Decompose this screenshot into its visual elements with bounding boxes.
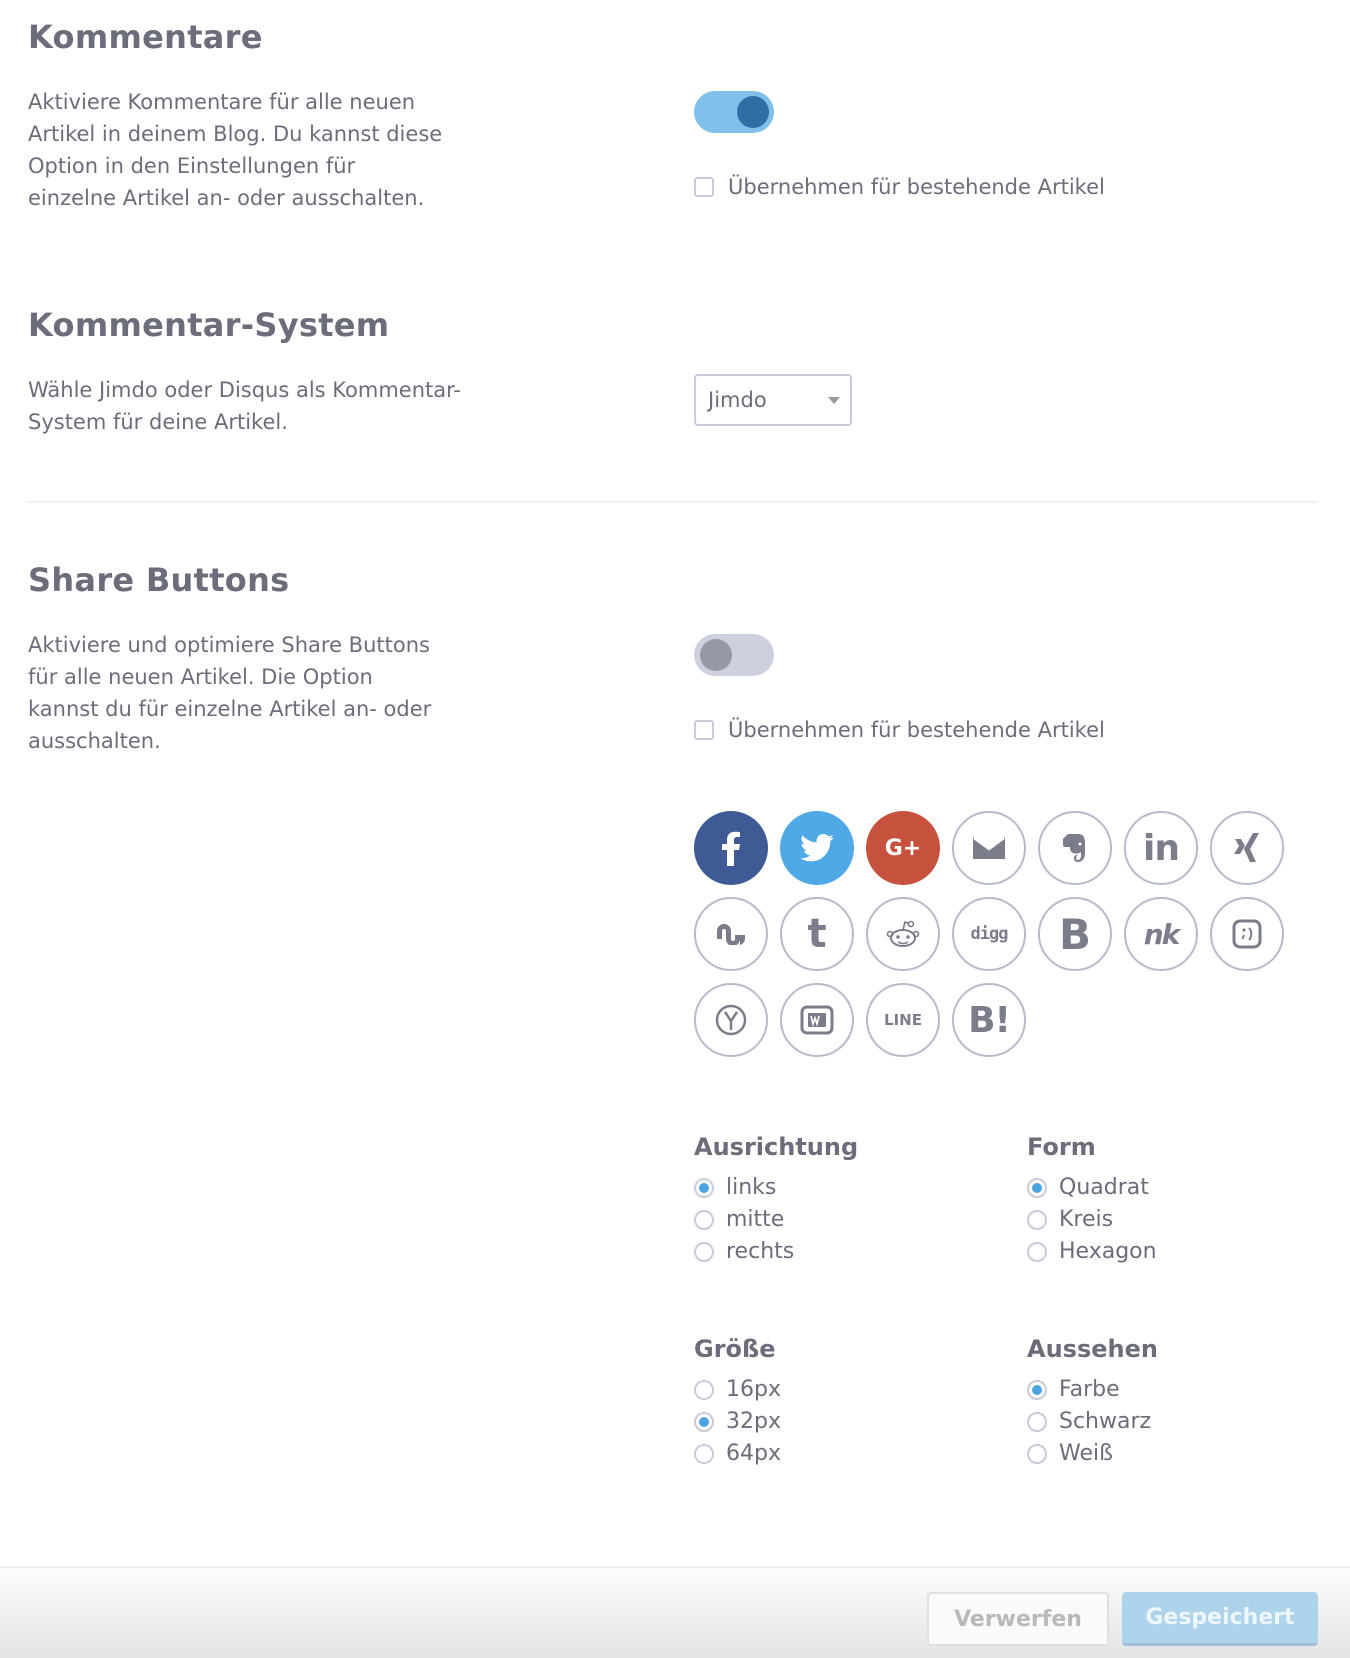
- mail-icon: [973, 837, 1005, 859]
- radio-button[interactable]: [694, 1178, 714, 1198]
- radio-label: links: [726, 1175, 777, 1200]
- line-icon: LINE: [884, 1011, 922, 1029]
- radio-button[interactable]: [694, 1242, 714, 1262]
- radio-button[interactable]: [1027, 1380, 1047, 1400]
- radio-label: 16px: [726, 1377, 781, 1402]
- radio-label: 64px: [726, 1441, 781, 1466]
- share-buttons-title: Share Buttons: [28, 561, 290, 599]
- radio-button[interactable]: [1027, 1210, 1047, 1230]
- shape-option-quadrat[interactable]: [1027, 1175, 1149, 1200]
- checkbox-box[interactable]: [694, 720, 714, 740]
- radio-button[interactable]: [694, 1412, 714, 1432]
- hatena-bookmark-icon: B!: [968, 999, 1010, 1041]
- facebook-icon: [720, 830, 742, 866]
- share-buttons-toggle[interactable]: [694, 634, 774, 676]
- share-weibo-button[interactable]: [780, 983, 854, 1057]
- tumblr-icon: t: [807, 911, 827, 957]
- appearance-option-farbe[interactable]: [1027, 1377, 1120, 1402]
- share-nk-button[interactable]: [1124, 897, 1198, 971]
- digg-icon: digg: [970, 924, 1008, 944]
- radio-button[interactable]: [1027, 1242, 1047, 1262]
- share-line-button[interactable]: [866, 983, 940, 1057]
- footer-action-bar: [0, 1566, 1350, 1658]
- radio-button[interactable]: [694, 1444, 714, 1464]
- alignment-option-mitte[interactable]: [694, 1207, 784, 1232]
- discard-button[interactable]: Verwerfen: [927, 1592, 1109, 1646]
- comment-system-description: Wähle Jimdo oder Disqus als Kommentar-System für deine Artikel.: [28, 378, 461, 434]
- twitter-icon: [800, 834, 834, 862]
- shape-option-kreis[interactable]: [1027, 1207, 1113, 1232]
- share-facebook-button[interactable]: [694, 811, 768, 885]
- alignment-option-rechts[interactable]: [694, 1239, 794, 1264]
- comments-title: Kommentare: [28, 18, 263, 56]
- size-option-64px[interactable]: [694, 1441, 781, 1466]
- alignment-option-links[interactable]: [694, 1175, 776, 1200]
- radio-button[interactable]: [1027, 1444, 1047, 1464]
- share-google-plus-button[interactable]: [866, 811, 940, 885]
- stumbleupon-icon: [714, 923, 748, 945]
- radio-label: mitte: [726, 1207, 785, 1232]
- share-yahoo-button[interactable]: [694, 983, 768, 1057]
- checkbox-box[interactable]: [694, 177, 714, 197]
- toggle-knob: [737, 96, 769, 128]
- yahoo-y-icon: [714, 1003, 748, 1037]
- xing-icon: [1233, 832, 1261, 864]
- google-plus-icon: G+: [884, 835, 922, 861]
- alignment-title: Ausrichtung: [694, 1133, 859, 1161]
- share-blogger-button[interactable]: [1038, 897, 1112, 971]
- size-option-16px[interactable]: [694, 1377, 781, 1402]
- share-linkedin-button[interactable]: [1124, 811, 1198, 885]
- comments-apply-existing-checkbox[interactable]: [694, 175, 1105, 199]
- checkbox-label: Übernehmen für bestehende Artikel: [728, 718, 1105, 742]
- share-email-button[interactable]: [952, 811, 1026, 885]
- shape-title: Form: [1027, 1133, 1096, 1161]
- radio-label: Schwarz: [1059, 1409, 1152, 1434]
- size-option-32px[interactable]: [694, 1409, 781, 1434]
- linkedin-icon: in: [1143, 827, 1179, 869]
- size-title: Größe: [694, 1335, 776, 1363]
- section-divider: [28, 501, 1318, 503]
- wink-icon: [1231, 918, 1263, 950]
- radio-label: 32px: [726, 1409, 781, 1434]
- blogger-b-icon: B: [1058, 909, 1091, 959]
- select-value: Jimdo: [708, 388, 767, 412]
- share-stumbleupon-button[interactable]: [694, 897, 768, 971]
- comment-system-select[interactable]: [694, 374, 852, 426]
- share-digg-button[interactable]: [952, 897, 1026, 971]
- comment-system-title: Kommentar-System: [28, 306, 390, 344]
- appearance-title: Aussehen: [1027, 1335, 1158, 1363]
- radio-label: Weiß: [1059, 1441, 1113, 1466]
- share-apply-existing-checkbox[interactable]: [694, 718, 1105, 742]
- radio-button[interactable]: [694, 1380, 714, 1400]
- shape-option-hexagon[interactable]: [1027, 1239, 1157, 1264]
- share-twitter-button[interactable]: [780, 811, 854, 885]
- radio-button[interactable]: [694, 1210, 714, 1230]
- radio-label: Quadrat: [1059, 1175, 1149, 1200]
- comments-description: Aktiviere Kommentare für alle neuen Artikel in deinem Blog. Du kannst diese Option in den Einstellungen für einzelne Artikel an- oder ausschalten.: [28, 90, 443, 210]
- share-tumblr-button[interactable]: [780, 897, 854, 971]
- radio-button[interactable]: [1027, 1178, 1047, 1198]
- share-evernote-button[interactable]: [1038, 811, 1112, 885]
- w-square-icon: [800, 1005, 834, 1035]
- radio-label: Kreis: [1059, 1207, 1114, 1232]
- radio-label: Hexagon: [1059, 1239, 1157, 1264]
- toggle-knob: [700, 639, 732, 671]
- save-button[interactable]: Gespeichert: [1122, 1592, 1318, 1646]
- appearance-option-schwarz[interactable]: [1027, 1409, 1151, 1434]
- checkbox-label: Übernehmen für bestehende Artikel: [728, 175, 1105, 199]
- appearance-option-weiss[interactable]: [1027, 1441, 1113, 1466]
- radio-label: Farbe: [1059, 1377, 1120, 1402]
- radio-label: rechts: [726, 1239, 795, 1264]
- evernote-icon: [1062, 832, 1088, 864]
- share-buttons-description: Aktiviere und optimiere Share Buttons für alle neuen Artikel. Die Option kannst du für einzelne Artikel an- oder ausschalten.: [28, 633, 432, 753]
- nk-icon: nk: [1143, 917, 1179, 951]
- comments-toggle[interactable]: [694, 91, 774, 133]
- share-reddit-button[interactable]: [866, 897, 940, 971]
- chevron-down-icon: [828, 397, 840, 404]
- radio-button[interactable]: [1027, 1412, 1047, 1432]
- reddit-icon: [886, 920, 920, 948]
- share-hatena-button[interactable]: [952, 983, 1026, 1057]
- share-studivz-button[interactable]: [1210, 897, 1284, 971]
- share-xing-button[interactable]: [1210, 811, 1284, 885]
